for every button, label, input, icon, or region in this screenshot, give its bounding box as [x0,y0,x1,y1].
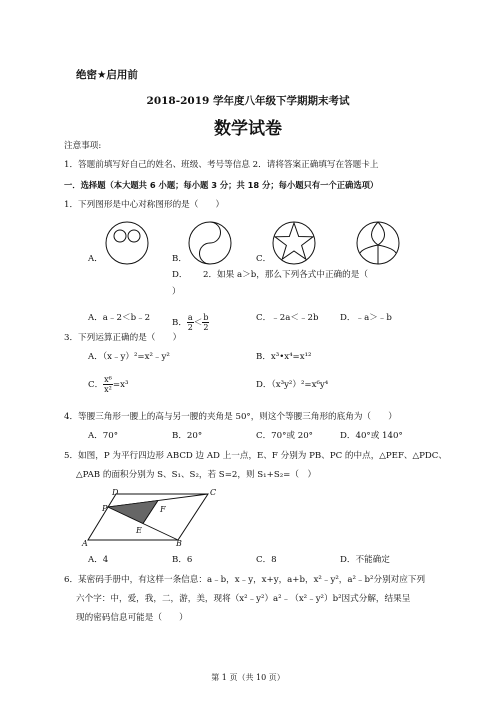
q2-relation: ＜ [193,318,203,328]
q1-figure-a [104,220,150,266]
fig-label-c: C [210,488,217,497]
exam-title: 2018-2019 学年度八年级下学期期末考试 [146,95,350,107]
q1-option-b-label: B． [172,254,187,264]
q2-option-d: D．﹣a＞﹣b [340,313,392,323]
question-4-stem: 4．等腰三角形一腰上的高与另一腰的夹角是 50°，则这个等腰三角形的底角为（ ） [64,412,397,422]
frac-num: x⁶ [104,375,112,384]
question-1-stem: 1．下列图形是中心对称图形的是（ ） [64,200,225,210]
q3-option-b: B．x³•x⁴=x¹² [256,352,312,362]
q5-option-a: A．4 [88,555,109,565]
fig-label-e: E [136,526,142,535]
q1-option-d-label: D． [172,270,188,280]
q2-option-a: A．a﹣2＜b﹣2 [88,313,151,323]
q4-option-c: C．70°或 20° [256,431,313,441]
q4-option-d: D．40°或 140° [340,431,403,441]
subject-title: 数学试卷 [214,119,282,139]
frac-den: x² [104,385,112,394]
q1-figure-c [271,220,317,266]
frac-den: 2 [203,323,209,332]
q5-option-d: D．不能确定 [340,555,390,565]
q5-parallelogram-figure [86,488,216,550]
frac-den: 2 [187,323,193,332]
q2-fraction-left [187,313,194,332]
notes-heading: 注意事项: [64,141,102,151]
question-5-stem-line1: 5．如图，P 为平行四边形 ABCD 边 AD 上一点，E、F 分别为 PB、PC 的中点，△PEF、△PDC、 [64,451,447,461]
fig-label-b: B [176,539,182,548]
fig-label-p: P [102,504,108,513]
q2-option-b-label: B． [172,318,187,328]
q4-option-b: B．20° [172,431,203,441]
q3-option-c [88,375,128,394]
q1-option-a-label: A． [88,254,103,264]
q1-figure-b [187,220,233,266]
question-6-line2: 六个字：中，爱，我，二，游，美，现将（x²﹣y²）a²﹣（x²﹣y²）b²因式分解，结果呈 [76,594,411,604]
q2-option-b [172,313,209,332]
fig-label-d: D [112,488,119,497]
page-footer: 第 1 页（共 10 页） [211,673,285,682]
q3-fraction [103,375,113,394]
notes-line: 1．答题前填写好自己的姓名、班级、考号等信息 2．请将答案正确填写在答题卡上 [64,160,379,170]
fig-label-f: F [160,505,166,514]
q3-c-rhs: =x³ [112,380,129,390]
q1-option-c-label: C． [256,254,272,264]
section-heading: 一．选择题（本大题共 6 小题；每小题 3 分；共 18 分；每小题只有一个正确选项） [64,180,379,190]
q3-option-a: A．（x﹣y）²=x²﹣y² [88,352,170,362]
question-2-stem-close: ） [172,287,181,297]
question-2-stem: 2．如果 a＞b，那么下列各式中正确的是（ [203,270,368,280]
q5-option-b: B．6 [172,555,193,565]
fig-label-a: A [82,539,88,548]
frac-num: a [187,313,193,322]
secret-label: 绝密★启用前 [76,69,138,81]
q5-option-c: C．8 [256,555,277,565]
q3-option-d: D．（x³y²）²=x⁶y⁴ [256,380,329,390]
q2-option-c: C．﹣2a＜﹣2b [256,313,319,323]
q2-fraction-right [202,313,209,332]
q3-option-c-label: C． [88,380,104,390]
question-6-line1: 6．某密码手册中，有这样一条信息：a﹣b，x﹣y，x+y，a+b，x²﹣y²，a²﹣b²分别对应下列 [64,575,426,585]
question-3-stem: 3．下列运算正确的是（ ） [64,333,182,343]
question-6-line3: 现的密码信息可能是（ ） [76,613,188,623]
frac-num: b [203,313,209,322]
question-5-stem-line2: △PAB 的面积分别为 S、S₁、S₂，若 S=2，则 S₁+S₂=（ ） [76,470,317,480]
q4-option-a: A．70° [88,431,119,441]
q1-figure-d [355,220,401,266]
